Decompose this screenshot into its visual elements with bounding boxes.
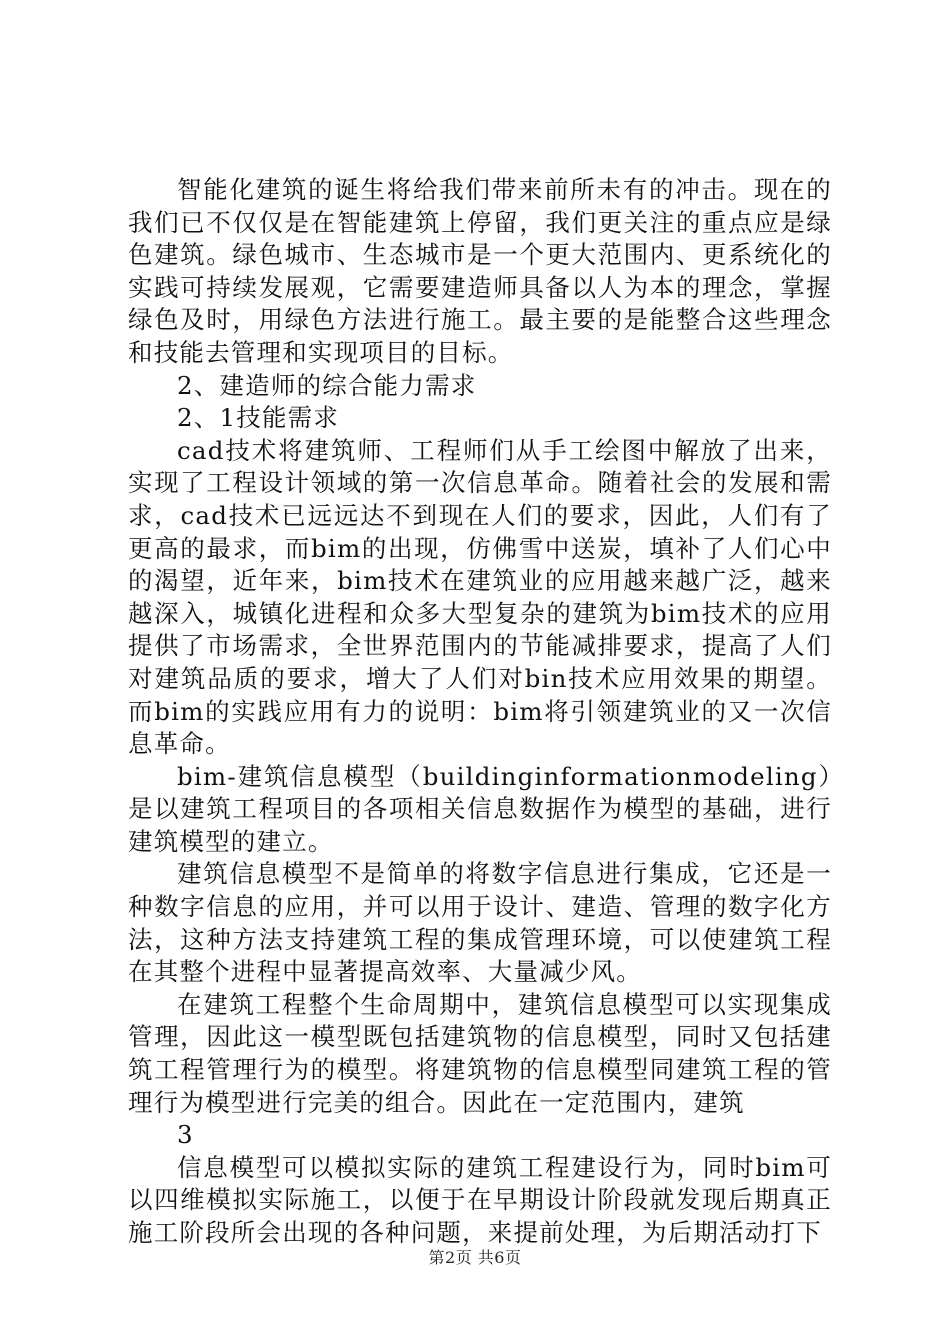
section-heading-ability-needs: 2、建造师的综合能力需求: [177, 370, 477, 400]
paragraph-lifecycle: 在建筑工程整个生命周期中，建筑信息模型可以实现集成管理，因此这一模型既包括建筑物的信息模型，同时又包括建筑工程管理行为的模型。将建筑物的信息模型同建筑工程的管理行为模型进行完美的组合。因此在一定范围内，建筑: [128, 989, 832, 1117]
paragraph-simulation: 信息模型可以模拟实际的建筑工程建设行为，同时bim可以四维模拟实际施工，以便于在早期设计阶段就发现后期真正施工阶段所会出现的各种问题，来提前处理，为后期活动打下: [128, 1152, 832, 1247]
paragraph-cad-bim: cad技术将建筑师、工程师们从手工绘图中解放了出来，实现了工程设计领域的第一次信息革命。随着社会的发展和需求，cad技术已远远达不到现在人们的要求，因此，人们有了更高的最求，而bim的出现，仿佛雪中送炭，填补了人们心中的渴望，近年来，bim技术在建筑业的应用越来越广泛，越来越深入，城镇化进程和众多大型复杂的建筑为bim技术的应用提供了市场需求，全世界范围内的节能减排要求，提高了人们对建筑品质的要求，增大了人们对bin技术应用效果的期望。而bim的实践应用有力的说明：bim将引领建筑业的又一次信息革命。: [128, 435, 832, 759]
paragraph-bim-definition: bim-建筑信息模型（buildinginformationmodeling）是以建筑工程项目的各项相关信息数据作为模型的基础，进行建筑模型的建立。: [128, 761, 832, 856]
subsection-heading-skill-needs: 2、1技能需求: [177, 403, 340, 433]
paragraph-green-building: 智能化建筑的诞生将给我们带来前所未有的冲击。现在的我们已不仅仅是在智能建筑上停留，我们更关注的重点应是绿色建筑。绿色城市、生态城市是一个更大范围内、更系统化的实践可持续发展观，它需要建造师具备以人为本的理念，掌握绿色及时，用绿色方法进行施工。最主要的是能整合这些理念和技能去管理和实现项目的目标。: [128, 175, 832, 367]
paragraph-bim-application: 建筑信息模型不是简单的将数字信息进行集成，它还是一种数字信息的应用，并可以用于设计、建造、管理的数字化方法，这种方法支持建筑工程的集成管理环境，可以使建筑工程在其整个进程中显著提高效率、大量减少风。: [128, 859, 832, 987]
document-body: [128, 174, 832, 1250]
stray-number: 3: [177, 1120, 194, 1150]
page-footer: 第2页 共6页: [428, 1248, 522, 1267]
